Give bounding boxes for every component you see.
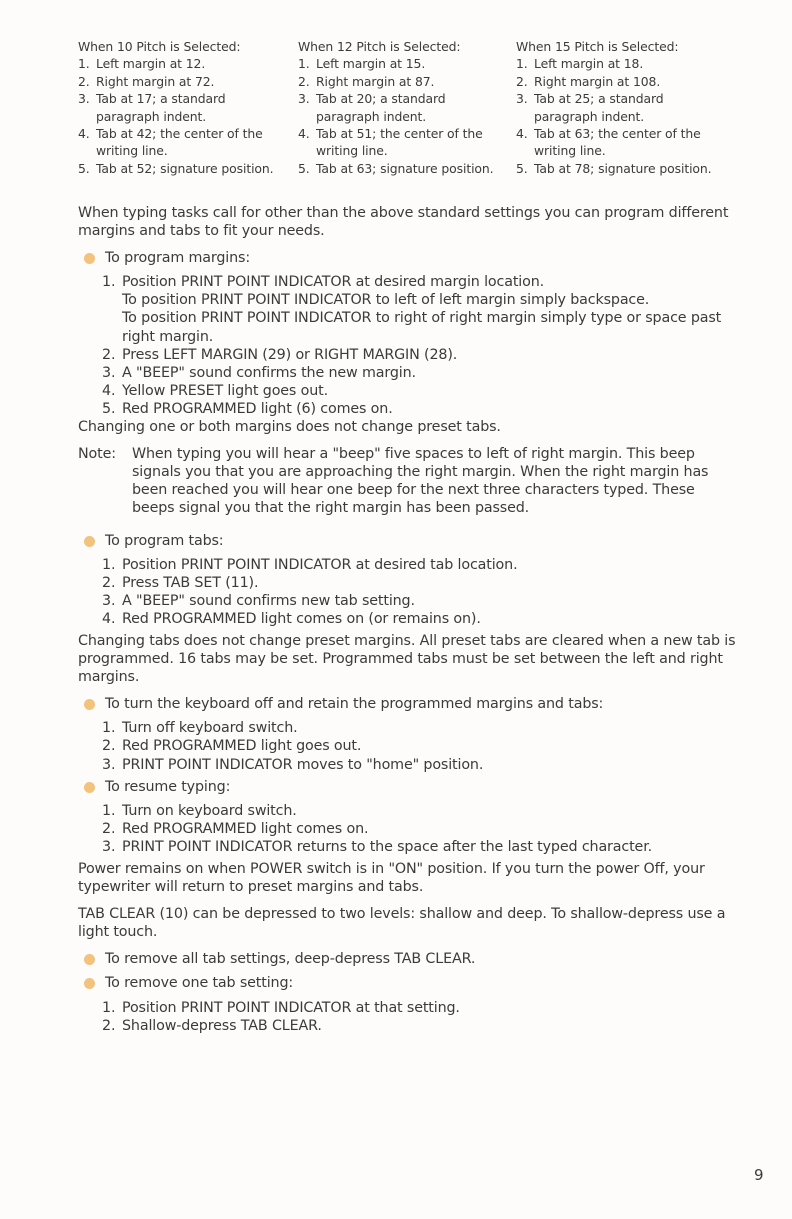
step-detail: To position PRINT POINT INDICATOR to left of left margin simply backspace.: [122, 292, 650, 309]
margins-steps: [102, 273, 738, 418]
list-item: 5. Tab at 78; signature position.: [516, 160, 712, 176]
remove-one-steps: [102, 999, 738, 1035]
bullet-dot-icon: [84, 954, 95, 965]
list-item: 5. Red PROGRAMMED light (6) comes on.: [102, 400, 393, 417]
list-item: 3. Tab at 20; a standard paragraph indent.: [298, 91, 446, 124]
keyboard-off-steps: [102, 719, 738, 773]
list-item: 2. Right margin at 72.: [78, 73, 215, 89]
instructions-body: [78, 204, 738, 1035]
resume-steps: [102, 802, 738, 856]
bullet-dot-icon: [84, 699, 95, 710]
list-item: 3. PRINT POINT INDICATOR returns to the space after the last typed character.: [102, 838, 653, 855]
note-block: [78, 445, 738, 517]
pitch-heading: When 12 Pitch is Selected:: [298, 39, 461, 54]
bullet-dot-icon: [84, 536, 95, 547]
list-item: 2. Press LEFT MARGIN (29) or RIGHT MARGIN (28).: [102, 346, 458, 363]
list-item: 1. Turn on keyboard switch.: [102, 802, 297, 819]
list-item: 1. Left margin at 15.: [298, 56, 426, 72]
pitch-heading: When 15 Pitch is Selected:: [516, 39, 679, 54]
list-item: 1. Position PRINT POINT INDICATOR at that setting.: [102, 999, 460, 1016]
list-item: 3. A "BEEP" sound confirms new tab setting.: [102, 592, 415, 609]
remove-one-heading: To remove one tab setting:: [78, 974, 738, 992]
note-label: Note:: [78, 446, 116, 463]
tabs-after-text: Changing tabs does not change preset margins. All preset tabs are cleared when a new tab is programmed. 16 tabs may be set. Programmed tabs must be set between the left and right margins.: [78, 632, 736, 686]
pitch-heading: When 10 Pitch is Selected:: [78, 39, 241, 54]
list-item: 4. Yellow PRESET light goes out.: [102, 382, 328, 399]
list-item: 1. Position PRINT POINT INDICATOR at desired tab location.: [102, 556, 518, 573]
pitch-15-column: [516, 38, 726, 177]
list-item: 5. Tab at 52; signature position.: [78, 160, 274, 176]
tabs-heading: To program tabs:: [78, 532, 738, 550]
pitch-12-column: [298, 38, 508, 177]
list-item: 2. Red PROGRAMMED light goes out.: [102, 738, 362, 755]
note-text: When typing you will hear a "beep" five spaces to left of right margin. This beep signals you that you are approaching the right margin. When the right margin has been reached you will hear one beep for the next three characters typed. These beeps signal you that the right margin has been passed.: [132, 446, 709, 517]
margins-after-text: Changing one or both margins does not change preset tabs.: [78, 419, 501, 436]
list-item: 5. Tab at 63; signature position.: [298, 160, 494, 176]
power-paragraph: Power remains on when POWER switch is in "ON" position. If you turn the power Off, your typewriter will return to preset margins and tabs.: [78, 861, 705, 896]
list-item: 2. Shallow-depress TAB CLEAR.: [102, 1017, 322, 1034]
bullet-dot-icon: [84, 782, 95, 793]
bullet-dot-icon: [84, 978, 95, 989]
list-item: 2. Right margin at 87.: [298, 73, 435, 89]
list-item: 1. Turn off keyboard switch.: [102, 720, 298, 737]
list-item: 1. Left margin at 12.: [78, 56, 206, 72]
list-item: 3. PRINT POINT INDICATOR moves to "home" position.: [102, 756, 484, 773]
margins-heading: To program margins:: [78, 249, 738, 267]
list-item: 3. Tab at 17; a standard paragraph indent.: [78, 91, 226, 124]
list-item: 4. Tab at 51; the center of the writing line.: [298, 126, 483, 159]
resume-heading: To resume typing:: [78, 778, 738, 796]
list-item: 3. Tab at 25; a standard paragraph indent.: [516, 91, 664, 124]
list-item: 4. Red PROGRAMMED light comes on (or remains on).: [102, 610, 481, 627]
keyboard-off-heading: To turn the keyboard off and retain the programmed margins and tabs:: [78, 695, 738, 713]
pitch-10-column: [78, 38, 288, 177]
list-item: 2. Press TAB SET (11).: [102, 574, 259, 591]
tab-clear-paragraph: TAB CLEAR (10) can be depressed to two levels: shallow and deep. To shallow-depress use a light touch.: [78, 906, 726, 941]
list-item: 4. Tab at 63; the center of the writing line.: [516, 126, 701, 159]
intro-paragraph: When typing tasks call for other than the above standard settings you can program different margins and tabs to fit your needs.: [78, 205, 729, 240]
list-item: 2. Red PROGRAMMED light comes on.: [102, 820, 369, 837]
remove-all-heading: To remove all tab settings, deep-depress TAB CLEAR.: [78, 950, 738, 968]
list-item: 2. Right margin at 108.: [516, 73, 661, 89]
list-item: 4. Tab at 42; the center of the writing line.: [78, 126, 263, 159]
list-item: 3. A "BEEP" sound confirms the new margin.: [102, 364, 416, 381]
tabs-steps: [102, 556, 738, 628]
page-number: 9: [754, 1166, 764, 1184]
list-item: 1. Position PRINT POINT INDICATOR at desired margin location. To position PRINT POINT INDICATOR to left of left margin simply backspace. To position PRINT POINT INDICATOR to right of right margin simply type or space past right margin.: [102, 273, 738, 345]
step-detail: To position PRINT POINT INDICATOR to right of right margin simply type or space past right margin.: [122, 310, 722, 345]
bullet-dot-icon: [84, 253, 95, 264]
list-item: 1. Left margin at 18.: [516, 56, 644, 72]
